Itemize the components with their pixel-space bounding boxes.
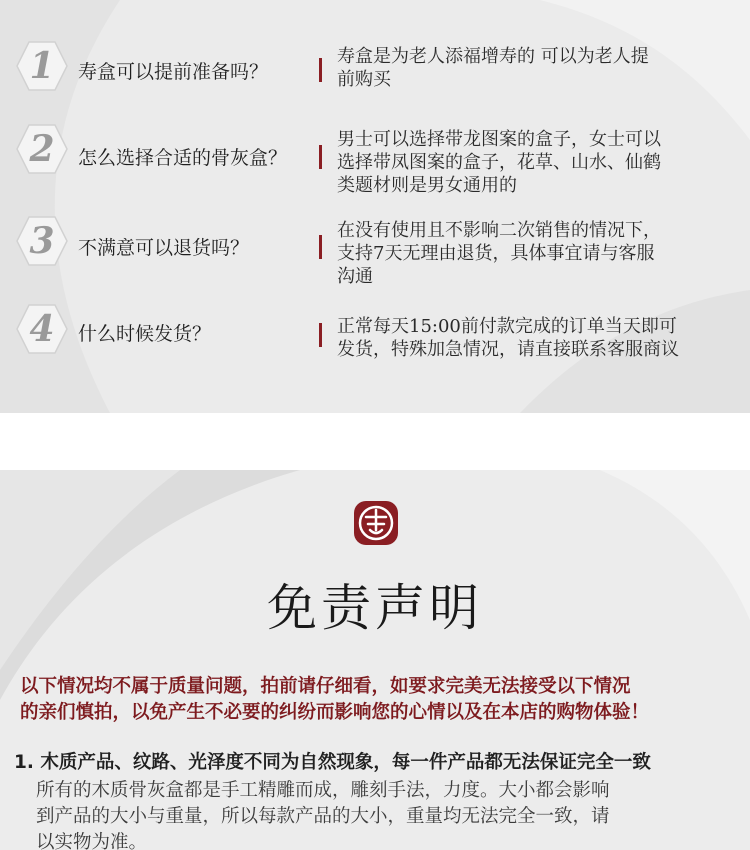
item-body-line: 以实物为准。: [36, 832, 148, 850]
faq-answer-line: 发货，特殊加急情况，请直接联系客服商议: [337, 339, 679, 360]
warning-line: 以下情况均不属于质量问题，拍前请仔细看，如要求完美无法接受以下情况: [20, 676, 631, 697]
faq-divider-bar: [319, 145, 322, 169]
shop-logo-icon: [353, 500, 399, 546]
disclaimer-item-title: 1. 木质产品、纹路、光泽度不同为自然现象，每一件产品都无法保证完全一致: [14, 752, 651, 773]
faq-number: 4: [29, 308, 55, 350]
faq-number-hexagon: [15, 40, 69, 92]
faq-panel: [0, 0, 750, 413]
faq-answer: [337, 315, 747, 361]
faq-answer-line: 寿盒是为老人添福增寿的 可以为老人提: [337, 46, 649, 67]
faq-number: 3: [29, 220, 55, 262]
warning-line: 的亲们慎拍，以免产生不必要的纠纷而影响您的心情以及在本店的购物体验！: [20, 702, 650, 723]
faq-divider-bar: [319, 323, 322, 347]
faq-divider-bar: [319, 58, 322, 82]
faq-question: 寿盒可以提前准备吗？: [78, 61, 269, 83]
faq-question: 什么时候发货？: [78, 323, 212, 345]
faq-number: 2: [29, 128, 55, 170]
faq-answer-line: 选择带凤图案的盒子，花草、山水、仙鹤: [337, 152, 661, 173]
faq-question: 怎么选择合适的骨灰盒？: [78, 147, 288, 169]
disclaimer-panel: [0, 470, 750, 850]
faq-answer-line: 类题材则是男女通用的: [337, 175, 517, 196]
faq-number-hexagon: [15, 303, 69, 355]
faq-answer: [337, 45, 747, 91]
disclaimer-warning: [20, 674, 745, 726]
faq-number-hexagon: [15, 123, 69, 175]
item-body-line: 到产品的大小与重量，所以每款产品的大小，重量均无法完全一致，请: [36, 806, 610, 827]
faq-question: 不满意可以退货吗？: [78, 237, 250, 259]
disclaimer-title: 免责声明: [267, 579, 483, 637]
faq-answer-line: 在没有使用且不影响二次销售的情况下，: [337, 220, 661, 241]
faq-answer-line: 前购买: [337, 69, 391, 90]
faq-answer-line: 支持7天无理由退货，具体事宜请与客服: [337, 243, 655, 264]
faq-number-hexagon: [15, 215, 69, 267]
faq-number: 1: [29, 45, 55, 87]
faq-answer: [337, 219, 747, 288]
faq-answer-line: 沟通: [337, 266, 373, 287]
disclaimer-item-body: [36, 778, 726, 850]
faq-answer-line: 男士可以选择带龙图案的盒子，女士可以: [337, 129, 661, 150]
faq-answer-line: 正常每天15:00前付款完成的订单当天即可: [337, 316, 677, 337]
faq-answer: [337, 128, 747, 197]
item-body-line: 所有的木质骨灰盒都是手工精雕而成，雕刻手法，力度。大小都会影响: [36, 780, 610, 801]
faq-divider-bar: [319, 235, 322, 259]
